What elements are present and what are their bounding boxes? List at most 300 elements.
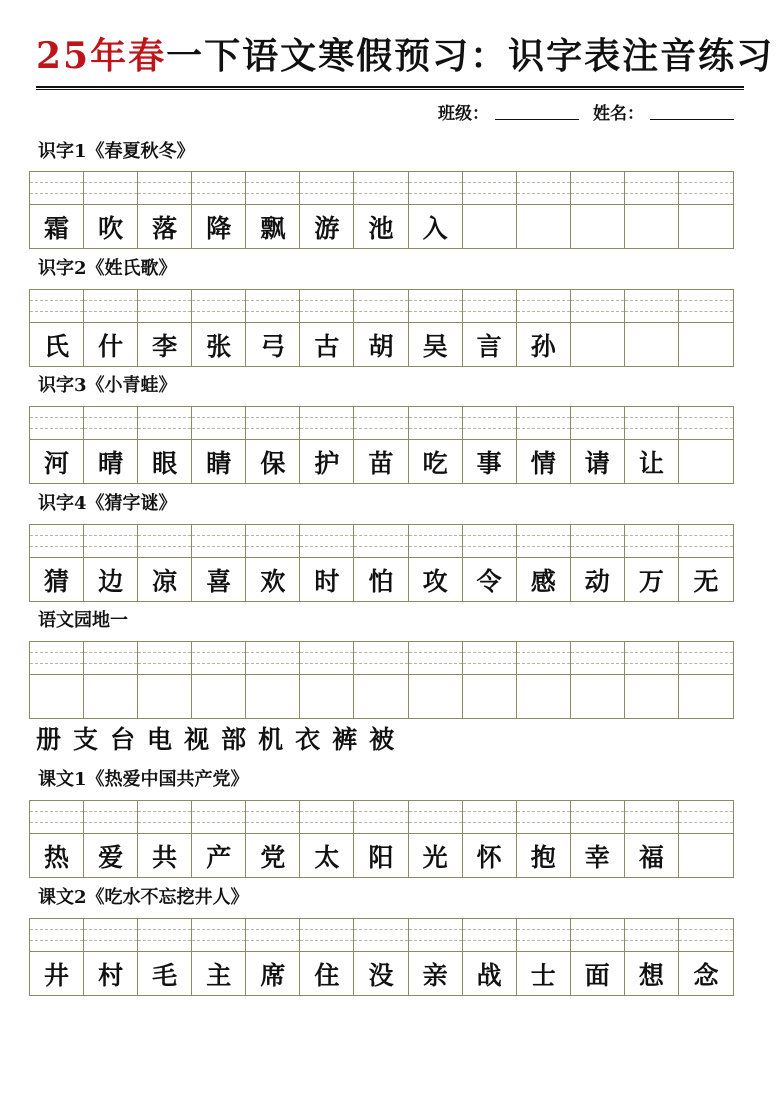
pinyin-writing-box[interactable] — [625, 525, 678, 558]
hanzi-character: 想 — [638, 960, 664, 990]
grid-cell — [138, 407, 192, 483]
pinyin-writing-box[interactable] — [463, 525, 516, 558]
grid-cell — [192, 172, 246, 248]
pinyin-writing-box[interactable] — [463, 407, 516, 440]
grid-cell — [571, 642, 625, 718]
pinyin-writing-box[interactable] — [409, 642, 462, 675]
hanzi-character: 党 — [260, 842, 286, 872]
pinyin-writing-box[interactable] — [138, 290, 191, 323]
hanzi-character: 万 — [638, 566, 664, 596]
pinyin-writing-box[interactable] — [625, 919, 678, 952]
hanzi-character: 吴 — [422, 331, 448, 361]
title-year: 25年春 — [36, 35, 167, 77]
grid-cell — [246, 525, 300, 601]
class-label: 班级： — [438, 104, 489, 124]
grid-cell — [409, 642, 463, 718]
grid-cell — [517, 642, 571, 718]
garden-character: 台 — [110, 725, 136, 754]
pinyin-writing-box[interactable] — [354, 172, 407, 205]
practice-grid — [29, 918, 734, 996]
hanzi-character: 住 — [314, 960, 340, 990]
pinyin-writing-box[interactable] — [517, 801, 570, 834]
hanzi-character — [571, 675, 624, 718]
pinyin-writing-box[interactable] — [625, 290, 678, 323]
hanzi-character: 面 — [584, 960, 610, 990]
garden-character: 视 — [184, 725, 210, 754]
grid-cell — [571, 801, 625, 877]
practice-grid — [29, 171, 734, 249]
hanzi-character: 落 — [152, 213, 178, 243]
pinyin-writing-box[interactable] — [679, 919, 733, 952]
grid-cell — [679, 642, 733, 718]
pinyin-writing-box[interactable] — [246, 642, 299, 675]
grid-cell — [571, 407, 625, 483]
pinyin-writing-box[interactable] — [517, 407, 570, 440]
grid-cell — [300, 642, 354, 718]
pinyin-writing-box[interactable] — [354, 407, 407, 440]
hanzi-character: 无 — [693, 566, 719, 596]
pinyin-writing-box[interactable] — [463, 290, 516, 323]
hanzi-character: 光 — [422, 842, 448, 872]
pinyin-writing-box[interactable] — [192, 642, 245, 675]
grid-cell — [409, 407, 463, 483]
pinyin-writing-box[interactable] — [246, 919, 299, 952]
pinyin-writing-box[interactable] — [679, 172, 733, 205]
hanzi-character: 士 — [530, 960, 556, 990]
grid-cell — [138, 525, 192, 601]
pinyin-writing-box[interactable] — [517, 290, 570, 323]
hanzi-character — [463, 205, 516, 248]
grid-cell — [354, 642, 408, 718]
grid-cell — [354, 525, 408, 601]
pinyin-writing-box[interactable] — [30, 801, 83, 834]
grid-cell — [138, 919, 192, 995]
hanzi-character: 李 — [152, 331, 178, 361]
pinyin-writing-box[interactable] — [192, 801, 245, 834]
pinyin-writing-box[interactable] — [517, 525, 570, 558]
pinyin-writing-box[interactable] — [84, 525, 137, 558]
hanzi-character — [571, 205, 624, 248]
pinyin-writing-box[interactable] — [625, 407, 678, 440]
hanzi-character: 福 — [638, 842, 664, 872]
pinyin-writing-box[interactable] — [354, 919, 407, 952]
grid-cell — [30, 642, 84, 718]
pinyin-writing-box[interactable] — [463, 801, 516, 834]
pinyin-writing-box[interactable] — [84, 172, 137, 205]
grid-cell — [517, 525, 571, 601]
title-rule — [36, 86, 744, 88]
grid-cell — [463, 172, 517, 248]
hanzi-character: 睛 — [206, 448, 232, 478]
grid-cell — [354, 919, 408, 995]
pinyin-writing-box[interactable] — [138, 642, 191, 675]
hanzi-character: 怀 — [476, 842, 502, 872]
grid-cell — [679, 172, 733, 248]
garden-character: 被 — [369, 725, 395, 754]
hanzi-character: 感 — [530, 566, 556, 596]
hanzi-character — [84, 675, 137, 718]
section-title: 识字3《小青蛙》 — [38, 375, 177, 396]
grid-cell — [246, 407, 300, 483]
pinyin-writing-box[interactable] — [571, 919, 624, 952]
name-blank[interactable] — [650, 118, 734, 120]
page-title — [36, 28, 775, 84]
hanzi-character: 让 — [638, 448, 664, 478]
grid-cell — [679, 801, 733, 877]
hanzi-character: 保 — [260, 448, 286, 478]
hanzi-character — [679, 440, 733, 483]
grid-cell — [84, 801, 138, 877]
pinyin-writing-box[interactable] — [409, 801, 462, 834]
grid-cell — [625, 290, 679, 366]
hanzi-character: 产 — [206, 842, 232, 872]
hanzi-character: 抱 — [530, 842, 556, 872]
pinyin-writing-box[interactable] — [138, 407, 191, 440]
pinyin-writing-box[interactable] — [300, 642, 353, 675]
grid-cell — [679, 919, 733, 995]
hanzi-character — [571, 323, 624, 366]
pinyin-writing-box[interactable] — [354, 801, 407, 834]
hanzi-character: 幸 — [584, 842, 610, 872]
grid-cell — [625, 919, 679, 995]
grid-cell — [84, 642, 138, 718]
pinyin-writing-box[interactable] — [679, 407, 733, 440]
pinyin-writing-box[interactable] — [625, 801, 678, 834]
grid-cell — [354, 290, 408, 366]
hanzi-character: 爱 — [98, 842, 124, 872]
pinyin-writing-box[interactable] — [300, 919, 353, 952]
hanzi-character: 霜 — [44, 213, 70, 243]
hanzi-character: 战 — [476, 960, 502, 990]
hanzi-character: 毛 — [152, 960, 178, 990]
grid-cell — [354, 801, 408, 877]
pinyin-writing-box[interactable] — [571, 172, 624, 205]
section-title: 语文园地一 — [38, 610, 128, 631]
hanzi-character — [517, 675, 570, 718]
hanzi-character — [192, 675, 245, 718]
hanzi-character: 边 — [98, 566, 124, 596]
hanzi-character: 飘 — [260, 213, 286, 243]
pinyin-writing-box[interactable] — [300, 407, 353, 440]
pinyin-writing-box[interactable] — [463, 642, 516, 675]
grid-cell — [625, 172, 679, 248]
pinyin-writing-box[interactable] — [192, 919, 245, 952]
pinyin-writing-box[interactable] — [409, 919, 462, 952]
practice-grid — [29, 641, 734, 719]
grid-cell — [625, 642, 679, 718]
hanzi-character: 什 — [98, 331, 124, 361]
pinyin-writing-box[interactable] — [84, 919, 137, 952]
hanzi-character: 晴 — [98, 448, 124, 478]
grid-cell — [463, 801, 517, 877]
pinyin-writing-box[interactable] — [138, 919, 191, 952]
grid-cell — [463, 290, 517, 366]
grid-cell — [30, 407, 84, 483]
grid-cell — [354, 172, 408, 248]
hanzi-character: 张 — [206, 331, 232, 361]
pinyin-writing-box[interactable] — [354, 525, 407, 558]
title-text: 一下语文寒假预习：识字表注音练习 — [166, 35, 775, 77]
pinyin-writing-box[interactable] — [625, 172, 678, 205]
hanzi-character — [463, 675, 516, 718]
grid-cell — [300, 290, 354, 366]
hanzi-character: 言 — [476, 331, 502, 361]
practice-grid — [29, 289, 734, 367]
hanzi-character — [30, 675, 83, 718]
grid-cell — [463, 525, 517, 601]
hanzi-character: 胡 — [368, 331, 394, 361]
grid-cell — [517, 290, 571, 366]
name-label: 姓名： — [593, 104, 644, 124]
hanzi-character: 欢 — [260, 566, 286, 596]
hanzi-character — [679, 205, 733, 248]
pinyin-writing-box[interactable] — [84, 642, 137, 675]
grid-cell — [679, 525, 733, 601]
grid-cell — [138, 172, 192, 248]
grid-cell — [30, 172, 84, 248]
pinyin-writing-box[interactable] — [30, 525, 83, 558]
garden-character: 机 — [258, 725, 284, 754]
practice-grid — [29, 524, 734, 602]
hanzi-character: 情 — [530, 448, 556, 478]
hanzi-character: 入 — [422, 213, 448, 243]
pinyin-writing-box[interactable] — [409, 172, 462, 205]
hanzi-character: 太 — [314, 842, 340, 872]
hanzi-character — [625, 675, 678, 718]
grid-cell — [409, 172, 463, 248]
pinyin-writing-box[interactable] — [409, 525, 462, 558]
practice-grid — [29, 800, 734, 878]
grid-cell — [84, 919, 138, 995]
grid-cell — [409, 525, 463, 601]
hanzi-character: 热 — [44, 842, 70, 872]
garden-character: 部 — [221, 725, 247, 754]
hanzi-character — [625, 205, 678, 248]
grid-cell — [192, 525, 246, 601]
grid-cell — [517, 407, 571, 483]
pinyin-writing-box[interactable] — [463, 919, 516, 952]
grid-cell — [463, 919, 517, 995]
pinyin-writing-box[interactable] — [409, 290, 462, 323]
section-title: 识字1《春夏秋冬》 — [38, 141, 195, 162]
pinyin-writing-box[interactable] — [246, 407, 299, 440]
pinyin-writing-box[interactable] — [679, 642, 733, 675]
section-title: 课文2《吃水不忘挖井人》 — [38, 887, 249, 908]
grid-cell — [300, 919, 354, 995]
hanzi-character: 猜 — [44, 566, 70, 596]
section-title: 识字4《猜字谜》 — [38, 493, 177, 514]
hanzi-character: 井 — [44, 960, 70, 990]
garden-character: 支 — [73, 725, 99, 754]
section-title: 识字2《姓氏歌》 — [38, 258, 177, 279]
grid-cell — [571, 919, 625, 995]
pinyin-writing-box[interactable] — [30, 919, 83, 952]
pinyin-writing-box[interactable] — [84, 290, 137, 323]
grid-cell — [300, 172, 354, 248]
grid-cell — [192, 642, 246, 718]
pinyin-writing-box[interactable] — [138, 525, 191, 558]
hanzi-character: 苗 — [368, 448, 394, 478]
pinyin-writing-box[interactable] — [517, 642, 570, 675]
pinyin-writing-box[interactable] — [679, 801, 733, 834]
pinyin-writing-box[interactable] — [354, 290, 407, 323]
garden-character: 册 — [36, 725, 62, 754]
section-title: 课文1《热爱中国共产党》 — [38, 769, 249, 790]
grid-cell — [138, 642, 192, 718]
grid-cell — [30, 801, 84, 877]
garden-character: 电 — [147, 725, 173, 754]
pinyin-writing-box[interactable] — [300, 525, 353, 558]
pinyin-writing-box[interactable] — [409, 407, 462, 440]
hanzi-character — [679, 675, 733, 718]
hanzi-character: 事 — [476, 448, 502, 478]
hanzi-character — [679, 323, 733, 366]
pinyin-writing-box[interactable] — [246, 525, 299, 558]
grid-cell — [409, 290, 463, 366]
hanzi-character — [625, 323, 678, 366]
hanzi-character: 主 — [206, 960, 232, 990]
grid-cell — [246, 919, 300, 995]
grid-cell — [138, 801, 192, 877]
pinyin-writing-box[interactable] — [246, 172, 299, 205]
grid-cell — [246, 642, 300, 718]
garden-character: 裤 — [332, 725, 358, 754]
grid-cell — [625, 801, 679, 877]
hanzi-character: 攻 — [422, 566, 448, 596]
grid-cell — [84, 172, 138, 248]
pinyin-writing-box[interactable] — [571, 642, 624, 675]
grid-cell — [30, 525, 84, 601]
grid-cell — [517, 801, 571, 877]
hanzi-character: 共 — [152, 842, 178, 872]
hanzi-character: 请 — [584, 448, 610, 478]
pinyin-writing-box[interactable] — [517, 172, 570, 205]
grid-cell — [30, 290, 84, 366]
class-blank[interactable] — [495, 118, 579, 120]
pinyin-writing-box[interactable] — [192, 407, 245, 440]
grid-cell — [571, 172, 625, 248]
grid-cell — [625, 407, 679, 483]
hanzi-character: 动 — [584, 566, 610, 596]
hanzi-character — [300, 675, 353, 718]
pinyin-writing-box[interactable] — [84, 407, 137, 440]
grid-cell — [571, 525, 625, 601]
pinyin-writing-box[interactable] — [192, 525, 245, 558]
grid-cell — [30, 919, 84, 995]
hanzi-character: 凉 — [152, 566, 178, 596]
grid-cell — [409, 919, 463, 995]
grid-cell — [246, 172, 300, 248]
pinyin-writing-box[interactable] — [463, 172, 516, 205]
pinyin-writing-box[interactable] — [246, 290, 299, 323]
hanzi-character: 亲 — [422, 960, 448, 990]
hanzi-character: 令 — [476, 566, 502, 596]
pinyin-writing-box[interactable] — [246, 801, 299, 834]
hanzi-character — [679, 834, 733, 877]
pinyin-writing-box[interactable] — [192, 290, 245, 323]
hanzi-character: 时 — [314, 566, 340, 596]
hanzi-character: 降 — [206, 213, 232, 243]
hanzi-character: 念 — [693, 960, 719, 990]
grid-cell — [84, 525, 138, 601]
hanzi-character: 吃 — [422, 448, 448, 478]
pinyin-writing-box[interactable] — [571, 407, 624, 440]
pinyin-writing-box[interactable] — [679, 290, 733, 323]
pinyin-writing-box[interactable] — [192, 172, 245, 205]
hanzi-character: 游 — [314, 213, 340, 243]
grid-cell — [192, 801, 246, 877]
pinyin-writing-box[interactable] — [138, 172, 191, 205]
grid-cell — [300, 407, 354, 483]
pinyin-writing-box[interactable] — [679, 525, 733, 558]
grid-cell — [354, 407, 408, 483]
grid-cell — [463, 407, 517, 483]
hanzi-character: 席 — [260, 960, 286, 990]
pinyin-writing-box[interactable] — [300, 172, 353, 205]
hanzi-character: 阳 — [368, 842, 394, 872]
pinyin-writing-box[interactable] — [571, 801, 624, 834]
pinyin-writing-box[interactable] — [30, 407, 83, 440]
pinyin-writing-box[interactable] — [138, 801, 191, 834]
hanzi-character: 吹 — [98, 213, 124, 243]
grid-cell — [192, 290, 246, 366]
grid-cell — [409, 801, 463, 877]
hanzi-character — [517, 205, 570, 248]
grid-cell — [571, 290, 625, 366]
student-info — [438, 98, 734, 124]
hanzi-character: 村 — [98, 960, 124, 990]
hanzi-character: 河 — [44, 448, 70, 478]
hanzi-character: 弓 — [260, 331, 286, 361]
grid-cell — [679, 290, 733, 366]
hanzi-character: 护 — [314, 448, 340, 478]
hanzi-character — [354, 675, 407, 718]
practice-grid — [29, 406, 734, 484]
pinyin-writing-box[interactable] — [30, 642, 83, 675]
title-rule-thin — [36, 89, 744, 90]
pinyin-writing-box[interactable] — [300, 801, 353, 834]
pinyin-writing-box[interactable] — [571, 290, 624, 323]
grid-cell — [246, 290, 300, 366]
pinyin-writing-box[interactable] — [571, 525, 624, 558]
hanzi-character: 古 — [314, 331, 340, 361]
grid-cell — [300, 801, 354, 877]
grid-cell — [679, 407, 733, 483]
garden-chars — [36, 720, 394, 760]
pinyin-writing-box[interactable] — [517, 919, 570, 952]
grid-cell — [517, 172, 571, 248]
hanzi-character: 喜 — [206, 566, 232, 596]
grid-cell — [246, 801, 300, 877]
grid-cell — [84, 407, 138, 483]
hanzi-character: 孙 — [530, 331, 556, 361]
pinyin-writing-box[interactable] — [84, 801, 137, 834]
pinyin-writing-box[interactable] — [300, 290, 353, 323]
pinyin-writing-box[interactable] — [354, 642, 407, 675]
grid-cell — [625, 525, 679, 601]
hanzi-character — [138, 675, 191, 718]
pinyin-writing-box[interactable] — [625, 642, 678, 675]
grid-cell — [517, 919, 571, 995]
garden-character: 衣 — [295, 725, 321, 754]
grid-cell — [138, 290, 192, 366]
grid-cell — [84, 290, 138, 366]
grid-cell — [463, 642, 517, 718]
pinyin-writing-box[interactable] — [30, 172, 83, 205]
hanzi-character: 没 — [368, 960, 394, 990]
grid-cell — [192, 919, 246, 995]
pinyin-writing-box[interactable] — [30, 290, 83, 323]
